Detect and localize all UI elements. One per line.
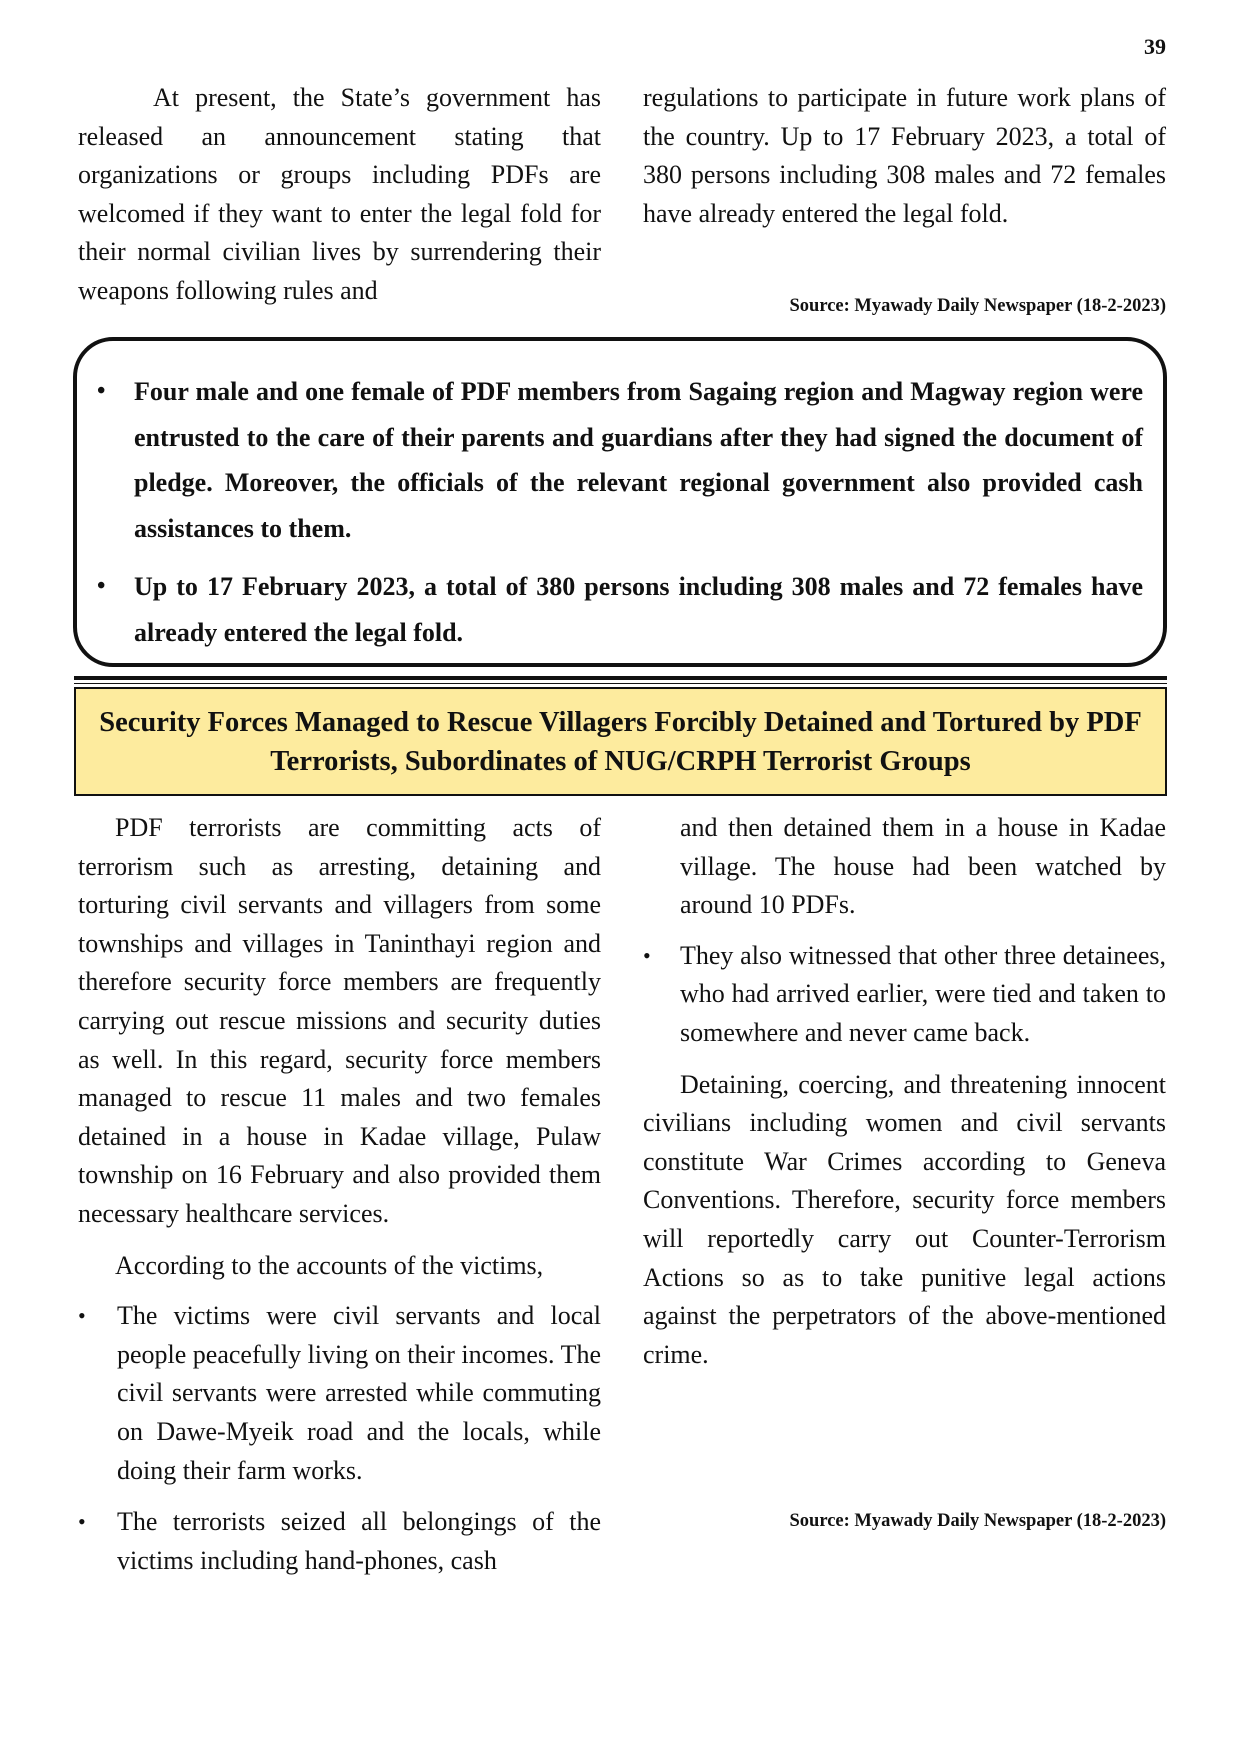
top-source-citation: Source: Myawady Daily Newspaper (18-2-2023) <box>789 296 1166 316</box>
section-divider-thin <box>74 683 1167 684</box>
witness-list <box>643 937 1166 1053</box>
article-source-citation: Source: Myawady Daily Newspaper (18-2-2023) <box>789 1511 1166 1531</box>
article-headline: Security Forces Managed to Rescue Villagers Forcibly Detained and Tortured by PDF Terrorists, Subordinates of NUG/CRPH Terrorist Groups <box>99 706 1142 777</box>
highlight-bullet-2 <box>77 564 1163 655</box>
victim-account-bullet-2 <box>78 1503 601 1580</box>
article-lead-in: According to the accounts of the victims, <box>115 1250 544 1280</box>
bullet-icon: • <box>643 942 651 968</box>
bullet-icon: • <box>78 1303 86 1329</box>
bullet-icon: • <box>97 378 106 404</box>
highlight-bullet-1 <box>77 369 1163 551</box>
victim-account-bullet-1-text: The victims were civil servants and local people peacefully living on their incomes. The civil servants were arrested while commuting on Dawe-Myeik road and the locals, while doing their farm works. <box>117 1301 601 1485</box>
page-number: 39 <box>1144 34 1166 59</box>
top-left-column <box>78 79 601 311</box>
top-paragraph-left: At present, the State’s government has released an announcement stating that organizations or groups including PDFs are welcomed if they want to enter the legal fold for their normal civilian lives by surrendering their weapons following rules and <box>78 83 601 305</box>
witness-bullet-1 <box>643 937 1166 1053</box>
section-divider-thick <box>74 676 1167 680</box>
bullet-icon: • <box>97 573 106 599</box>
highlight-box <box>73 337 1167 667</box>
top-paragraph-right: regulations to participate in future work plans of the country. Up to 17 February 2023, a total of 380 persons including 308 males and 72 females have already entered the legal fold. <box>643 83 1166 228</box>
victim-accounts-list <box>78 1297 601 1580</box>
bullet-icon: • <box>78 1509 86 1535</box>
article-left-column <box>78 809 601 1580</box>
article-intro-paragraph: PDF terrorists are committing acts of terrorism such as arresting, detaining and torturing civil servants and villagers from some townships and villages in Taninthayi region and therefore security force members are frequently carrying out rescue missions and security duties as well. In this regard, security force members managed to rescue 11 males and two females detained in a house in Kadae village, Pulaw township on 16 February and also provided them necessary healthcare services. <box>78 813 601 1228</box>
victim-account-bullet-2-text: The terrorists seized all belongings of the victims including hand-phones, cash <box>117 1507 601 1575</box>
highlight-list <box>77 369 1163 655</box>
witness-bullet-1-text: They also witnessed that other three detainees, who had arrived earlier, were tied and taken to somewhere and never came back. <box>680 940 1166 1047</box>
highlight-bullet-1-text: Four male and one female of PDF members from Sagaing region and Magway region were entrusted to the care of their parents and guardians after they had signed the document of pledge. Moreover, the officials of the relevant regional government also provided cash assistances to them. <box>134 377 1143 543</box>
top-right-column <box>643 79 1166 233</box>
article-continuation: and then detained them in a house in Kadae village. The house had been watched by around 10 PDFs. <box>680 813 1166 920</box>
article-conclusion: Detaining, coercing, and threatening innocent civilians including women and civil servants constitute War Crimes according to Geneva Conventions. Therefore, security force members will reportedly carry out Counter-Terrorism Actions so as to take punitive legal actions against the perpetrators of the above-mentioned crime. <box>643 1069 1166 1369</box>
highlight-bullet-2-text: Up to 17 February 2023, a total of 380 persons including 308 males and 72 females have already entered the legal fold. <box>134 572 1143 647</box>
article-right-column <box>643 809 1166 1374</box>
article-headline-box <box>74 687 1167 796</box>
victim-account-bullet-1 <box>78 1297 601 1490</box>
